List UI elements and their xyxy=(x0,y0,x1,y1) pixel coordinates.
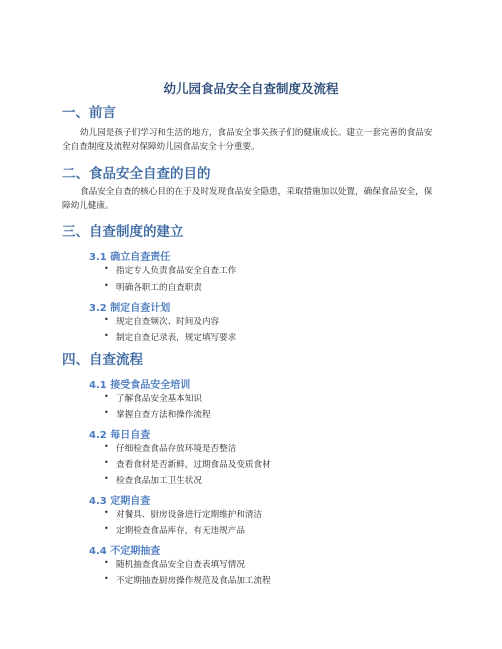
bullet-icon: • xyxy=(104,474,109,483)
list-item: • 制定自查记录表，规定填写要求 xyxy=(104,331,237,343)
bullet-icon: • xyxy=(104,331,109,340)
list-item: • 随机抽查食品安全自查表填写情况 xyxy=(104,558,245,570)
subsection-heading: 4.2 每日自查 xyxy=(89,430,151,441)
list-item: • 对餐具、厨房设备进行定期维护和清洁 xyxy=(104,508,263,520)
bullet-icon: • xyxy=(104,281,109,290)
list-item: • 指定专人负责食品安全自查工作 xyxy=(104,264,237,276)
list-item: • 明确各职工的自查职责 xyxy=(104,281,202,293)
list-item: • 仔细检查食品存放环境是否整洁 xyxy=(104,442,237,454)
document-title: 幼儿园食品安全自查制度及流程 xyxy=(163,81,339,96)
section-heading-preface: 一、前言 xyxy=(62,105,116,121)
list-item: • 不定期抽查厨房操作规范及食品加工流程 xyxy=(104,574,271,586)
bullet-icon: • xyxy=(104,558,109,567)
list-item: • 查看食材是否新鲜，过期食品及变质食材 xyxy=(104,458,271,470)
bullet-icon: • xyxy=(104,442,109,451)
bullet-icon: • xyxy=(104,524,109,533)
subsection-heading: 4.3 定期自查 xyxy=(89,496,151,507)
bullet-icon: • xyxy=(104,264,109,273)
subsection-heading: 4.4 不定期抽查 xyxy=(89,546,161,557)
list-item: • 掌握自查方法和操作流程 xyxy=(104,408,211,420)
bullet-icon: • xyxy=(104,458,109,467)
list-item: • 规定自查频次、时间及内容 xyxy=(104,315,220,327)
section-heading-system: 三、自查制度的建立 xyxy=(62,224,184,240)
list-item: • 检查食品加工卫生状况 xyxy=(104,474,202,486)
section-heading-purpose: 二、食品安全自查的目的 xyxy=(62,166,211,182)
list-item: • 定期检查食品库存，有无违规产品 xyxy=(104,524,245,536)
bullet-icon: • xyxy=(104,392,109,401)
bullet-icon: • xyxy=(104,508,109,517)
list-item: • 了解食品安全基本知识 xyxy=(104,392,202,404)
subsection-heading: 3.1 确立自查责任 xyxy=(89,252,171,263)
subsection-heading: 3.2 制定自查计划 xyxy=(89,303,171,314)
section-paragraph-preface: 幼儿园是孩子们学习和生活的地方，食品安全事关孩子们的健康成长。建立一套完善的食品安全自查制度及流程对保障幼儿园食品安全十分重要。 xyxy=(62,128,433,152)
subsection-heading: 4.1 接受食品安全培训 xyxy=(89,380,191,391)
bullet-icon: • xyxy=(104,574,109,583)
bullet-icon: • xyxy=(104,408,109,417)
bullet-icon: • xyxy=(104,315,109,324)
section-paragraph-purpose: 食品安全自查的核心目的在于及时发现食品安全隐患，采取措施加以处置，确保食品安全，保障幼儿健康。 xyxy=(62,187,433,211)
section-heading-process: 四、自查流程 xyxy=(62,352,143,368)
